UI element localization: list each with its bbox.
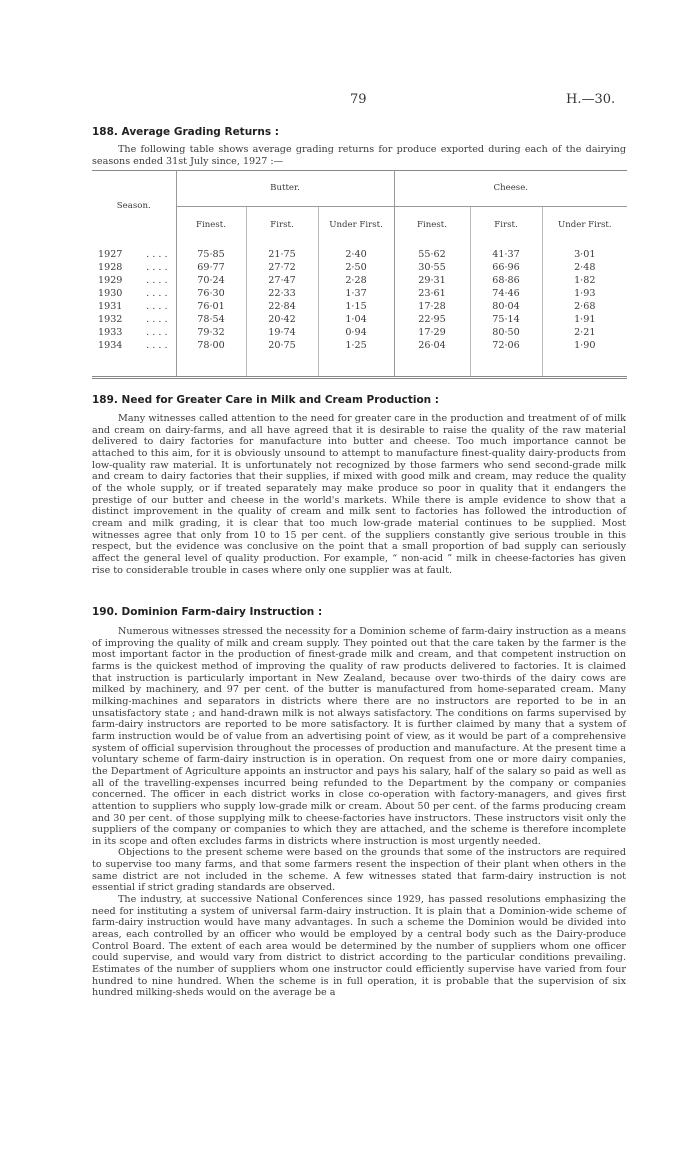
season-cell: 1928 [98,262,123,273]
season-cell: 1927 [98,249,123,260]
cheese-first-cell: 80·04 [470,300,542,313]
butter-first-cell: 27·72 [246,261,318,274]
butter-under-first-cell: 1·04 [318,313,394,326]
season-cell: 1931 [98,301,123,312]
leader-dots: . . . . [146,288,168,299]
leader-dots: . . . . [146,314,168,325]
cheese-first-cell: 74·46 [470,287,542,300]
section-189-body [92,413,626,576]
document-reference: H.—30. [566,92,616,107]
cheese-finest-cell: 29·31 [394,274,470,287]
butter-first-cell: 22·33 [246,287,318,300]
cheese-under-first-cell: 1·90 [542,339,627,376]
section-188-intro [92,144,626,167]
section-190-paragraph: The industry, at successive National Conferences since 1929, has passed resolutions emphasizing the need for instituting a system of universal farm-dairy instruction. It is plain that a Dominion-wide scheme of farm-dairy instruction would have many advantages. In such a scheme the Dominion would be divided into areas, each controlled by an officer who would be employed by a central body such as the Dairy-produce Control Board. The extent of each area would be determined by the number of suppliers whom one officer could supervise, and would vary from district to district according to the particular conditions prevailing. Estimates of the number of suppliers whom one instructor could efficiently supervise have varied from four hundred to nine hundred. When the scheme is in full operation, it is probable that the supervision of six hundred milking-sheds would on the average be a [92,894,626,999]
butter-first-cell: 27·47 [246,274,318,287]
cheese-finest-cell: 55·62 [394,242,470,261]
cheese-under-first-cell: 2·21 [542,326,627,339]
season-cell: 1933 [98,327,123,338]
table-bottom-rule [92,376,627,379]
cheese-first-header: First. [470,207,542,243]
butter-under-first-cell: 2·40 [318,242,394,261]
table-row [92,274,627,287]
section-189-heading: 189. Need for Greater Care in Milk and Cream Production : [92,394,440,406]
butter-first-cell: 20·42 [246,313,318,326]
grading-returns-table [92,170,627,376]
table-row [92,326,627,339]
table-row [92,313,627,326]
cheese-under-first-cell: 3·01 [542,242,627,261]
table-row [92,242,627,261]
butter-first-cell: 19·74 [246,326,318,339]
cheese-finest-cell: 22·95 [394,313,470,326]
cheese-finest-cell: 26·04 [394,339,470,376]
cheese-first-cell: 72·06 [470,339,542,376]
cheese-finest-cell: 23·61 [394,287,470,300]
table-row [92,287,627,300]
cheese-under-first-cell: 1·82 [542,274,627,287]
page-number: 79 [350,92,367,107]
butter-under-first-header: Under First. [318,207,394,243]
cheese-finest-cell: 30·55 [394,261,470,274]
section-188-heading: 188. Average Grading Returns : [92,126,279,138]
butter-under-first-cell: 1·15 [318,300,394,313]
butter-finest-cell: 78·00 [176,339,246,376]
butter-finest-header: Finest. [176,207,246,243]
cheese-first-cell: 75·14 [470,313,542,326]
season-cell: 1932 [98,314,123,325]
season-cell: 1934 [98,340,123,351]
cheese-first-cell: 80·50 [470,326,542,339]
season-cell: 1929 [98,275,123,286]
butter-under-first-cell: 1·37 [318,287,394,300]
section-190-body [92,626,626,999]
section-190-paragraph: Objections to the present scheme were based on the grounds that some of the instructors are required to supervise too many farms, and that some farmers resent the inspection of their plant when others in the same district are not included in the scheme. A few witnesses stated that farm-dairy instruction is not essential if strict grading standards are observed. [92,847,626,894]
season-column-header: Season. [116,201,151,211]
butter-finest-cell: 79·32 [176,326,246,339]
butter-under-first-cell: 0·94 [318,326,394,339]
section-190-heading: 190. Dominion Farm-dairy Instruction : [92,606,323,618]
butter-first-header: First. [246,207,318,243]
table-row [92,300,627,313]
leader-dots: . . . . [146,340,168,351]
butter-under-first-cell: 1·25 [318,339,394,376]
cheese-first-cell: 41·37 [470,242,542,261]
butter-finest-cell: 70·24 [176,274,246,287]
butter-first-cell: 21·75 [246,242,318,261]
section-189-paragraph: Many witnesses called attention to the need for greater care in the production and treatment of of milk and cream on dairy-farms, and all have agreed that it is desirable to raise the quality of the raw material delivered to dairy factories for manufacture into butter and cheese. Too much importance cannot be attached to this aim, for it is obviously unsound to attempt to manufacture finest-quality dairy-products from low-quality raw material. It is unfortunately not recognized by those farmers who send second-grade milk and cream to dairy factories that their supplies, if mixed with good milk and cream, may reduce the quality of the whole supply, or if treated separately may make produce so poor in quality that it endangers the prestige of our butter and cheese in the world's markets. While there is ample evidence to show that a distinct improvement in the quality of cream and milk sent to factories has followed the introduction of cream and milk grading, it is clear that too much low-grade material continues to be supplied. Most witnesses agree that only from 10 to 15 per cent. of the suppliers constantly give serious trouble in this respect, but the evidence was conclusive on the point that a small proportion of bad supply can seriously affect the general level of quality production. For example, “ non-acid ” milk in cheese-factories has given rise to considerable trouble in cases where only one supplier was at fault. [92,413,626,576]
butter-finest-cell: 76·01 [176,300,246,313]
cheese-first-cell: 66·96 [470,261,542,274]
section-190-paragraph: Numerous witnesses stressed the necessity for a Dominion scheme of farm-dairy instruction as a means of improving the quality of milk and cream supply. They pointed out that the care taken by the farmer is the most important factor in the production of finest-grade milk and cream, and that competent instruction on farms is the quickest method of improving the quality of raw products delivered to factories. It is claimed that instruction is particularly important in New Zealand, because over two-thirds of the dairy cows are milked by machinery, and 97 per cent. of the butter is manufactured from home-separated cream. Many milking-machines and separators in districts where there are no instructors are reported to be in an unsatisfactory state ; and hand-drawn milk is not always satisfactory. The conditions on farms supervised by farm-dairy instructors are reported to be more satisfactory. It is further claimed by many that a system of farm instruction would be of value from an advertising point of view, as it would be part of a comprehensive system of official supervision throughout the processes of production and manufacture. At the present time a voluntary scheme of farm-dairy instruction is in operation. On request from one or more dairy companies, the Department of Agriculture appoints an instructor and pays his salary, half of the salary so paid as well as all of the travelling-expenses incurred being refunded to the Department by the company or companies concerned. The officer in each district works in close co-operation with factory-managers, and gives first attention to suppliers who supply low-grade milk or cream. About 50 per cent. of the farms producing cream and 30 per cent. of those supplying milk to cheese-factories have instructors. These instructors visit only the suppliers of the company or companies to which they are attached, and the scheme is therefore incomplete in its scope and often excludes farms in districts where instruction is most urgently needed. [92,626,626,847]
cheese-finest-cell: 17·28 [394,300,470,313]
cheese-under-first-header: Under First. [542,207,627,243]
table-row [92,261,627,274]
butter-under-first-cell: 2·50 [318,261,394,274]
butter-first-cell: 20·75 [246,339,318,376]
butter-finest-cell: 75·85 [176,242,246,261]
butter-finest-cell: 76·30 [176,287,246,300]
butter-finest-cell: 69·77 [176,261,246,274]
leader-dots: . . . . [146,301,168,312]
cheese-under-first-cell: 2·68 [542,300,627,313]
cheese-first-cell: 68·86 [470,274,542,287]
butter-first-cell: 22·84 [246,300,318,313]
cheese-under-first-cell: 2·48 [542,261,627,274]
cheese-finest-header: Finest. [394,207,470,243]
section-188-intro-paragraph: The following table shows average grading returns for produce exported during each of the dairying seasons ended 31st July since, 1927 :— [92,144,626,167]
butter-under-first-cell: 2·28 [318,274,394,287]
butter-finest-cell: 78·54 [176,313,246,326]
cheese-group-header: Cheese. [394,170,627,207]
cheese-finest-cell: 17·29 [394,326,470,339]
leader-dots: . . . . [146,327,168,338]
table-row [92,339,627,376]
season-cell: 1930 [98,288,123,299]
cheese-under-first-cell: 1·91 [542,313,627,326]
leader-dots: . . . . [146,275,168,286]
leader-dots: . . . . [146,262,168,273]
leader-dots: . . . . [146,249,168,260]
cheese-under-first-cell: 1·93 [542,287,627,300]
butter-group-header: Butter. [176,170,394,207]
